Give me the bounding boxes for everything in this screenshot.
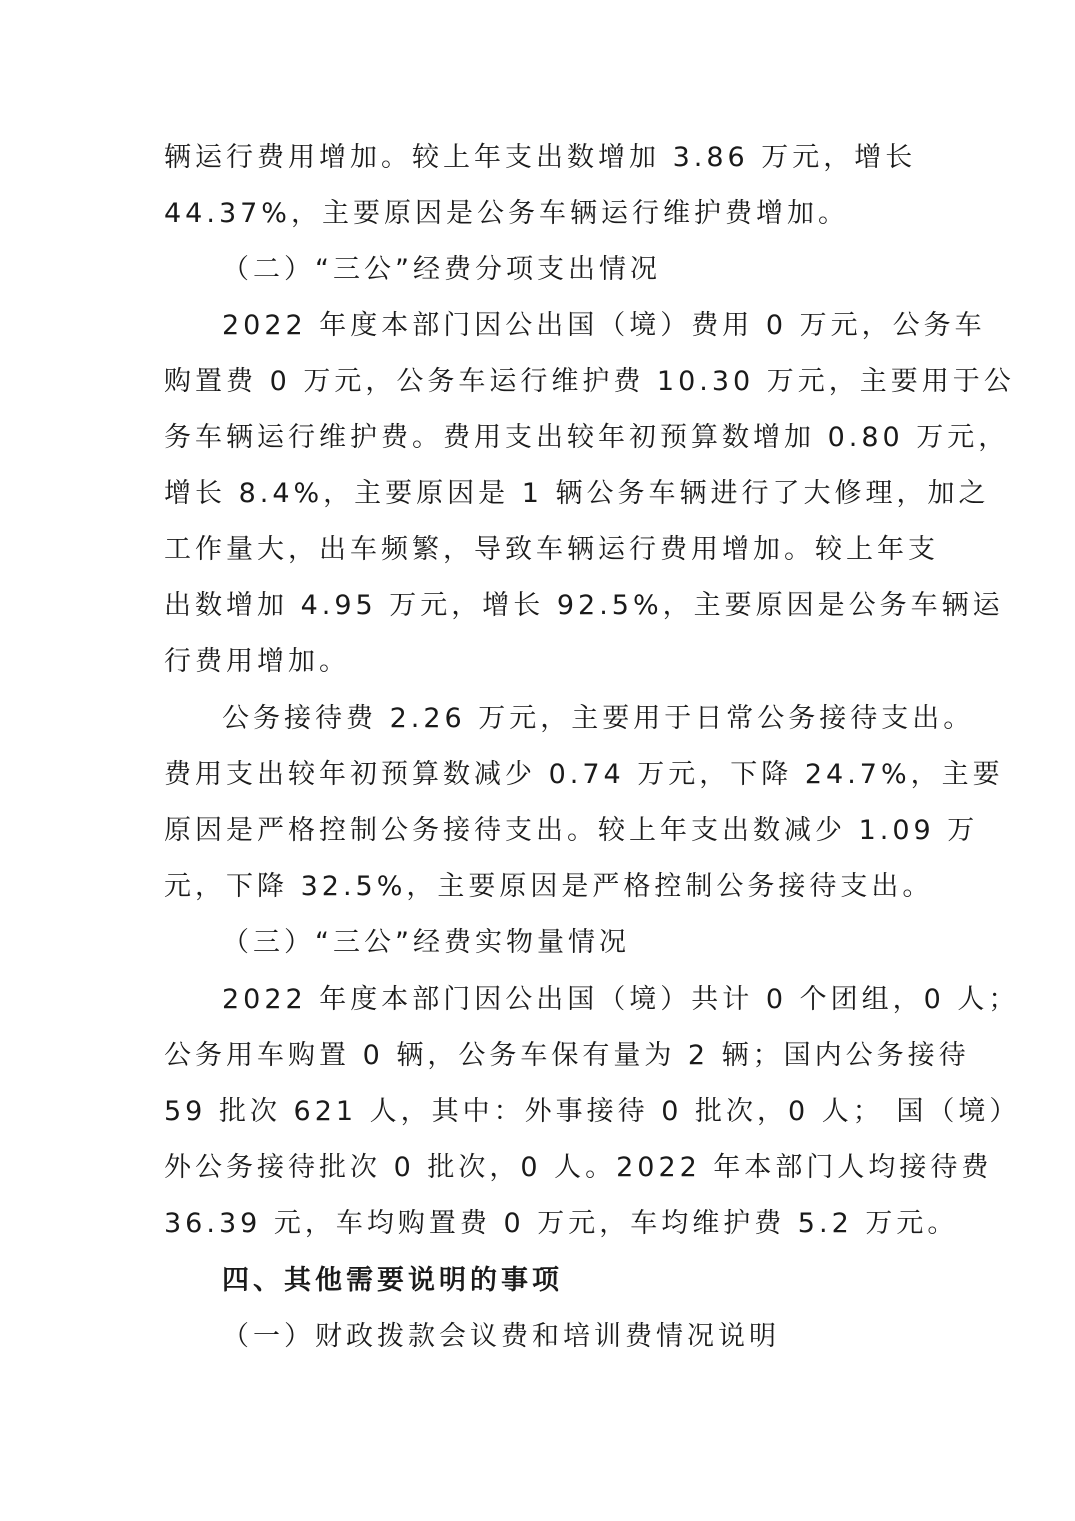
paragraph-line: 公务接待费 2.26 万元，主要用于日常公务接待支出。 xyxy=(222,703,975,734)
paragraph-line: 2022 年度本部门因公出国（境）共计 0 个团组，0 人； xyxy=(222,984,1020,1015)
paragraph-line: 购置费 0 万元，公务车运行维护费 10.30 万元，主要用于公 xyxy=(164,366,1015,397)
paragraph-line: 工作量大，出车频繁，导致车辆运行费用增加。较上年支 xyxy=(164,534,939,565)
paragraph-line: 务车辆运行维护费。费用支出较年初预算数增加 0.80 万元， xyxy=(164,422,1010,453)
paragraph-line: 44.37%，主要原因是公务车辆运行维护费增加。 xyxy=(164,198,849,229)
paragraph-line: 2022 年度本部门因公出国（境）费用 0 万元，公务车 xyxy=(222,310,986,341)
paragraph-line: 元，下降 32.5%，主要原因是严格控制公务接待支出。 xyxy=(164,871,934,902)
paragraph-line: 费用支出较年初预算数减少 0.74 万元，下降 24.7%，主要 xyxy=(164,759,1004,790)
paragraph-line: 36.39 元，车均购置费 0 万元，车均维护费 5.2 万元。 xyxy=(164,1208,959,1239)
subsection-heading: （一）财政拨款会议费和培训费情况说明 xyxy=(222,1321,780,1352)
paragraph-line: 行费用增加。 xyxy=(164,646,350,677)
section-heading: 四、其他需要说明的事项 xyxy=(222,1265,563,1296)
paragraph-line: 外公务接待批次 0 批次，0 人。2022 年本部门人均接待费 xyxy=(164,1152,993,1183)
paragraph-line: 原因是严格控制公务接待支出。较上年支出数减少 1.09 万 xyxy=(164,815,979,846)
paragraph-line: 辆运行费用增加。较上年支出数增加 3.86 万元，增长 xyxy=(164,142,917,173)
paragraph-line: 出数增加 4.95 万元，增长 92.5%，主要原因是公务车辆运 xyxy=(164,590,1004,621)
paragraph-line: 59 批次 621 人，其中：外事接待 0 批次，0 人； 国（境） xyxy=(164,1096,1021,1127)
subsection-heading: （三）“三公”经费实物量情况 xyxy=(222,927,630,958)
paragraph-line: 公务用车购置 0 辆，公务车保有量为 2 辆；国内公务接待 xyxy=(164,1040,970,1071)
paragraph-line: 增长 8.4%，主要原因是 1 辆公务车辆进行了大修理，加之 xyxy=(164,478,990,509)
subsection-heading: （二）“三公”经费分项支出情况 xyxy=(222,254,661,285)
